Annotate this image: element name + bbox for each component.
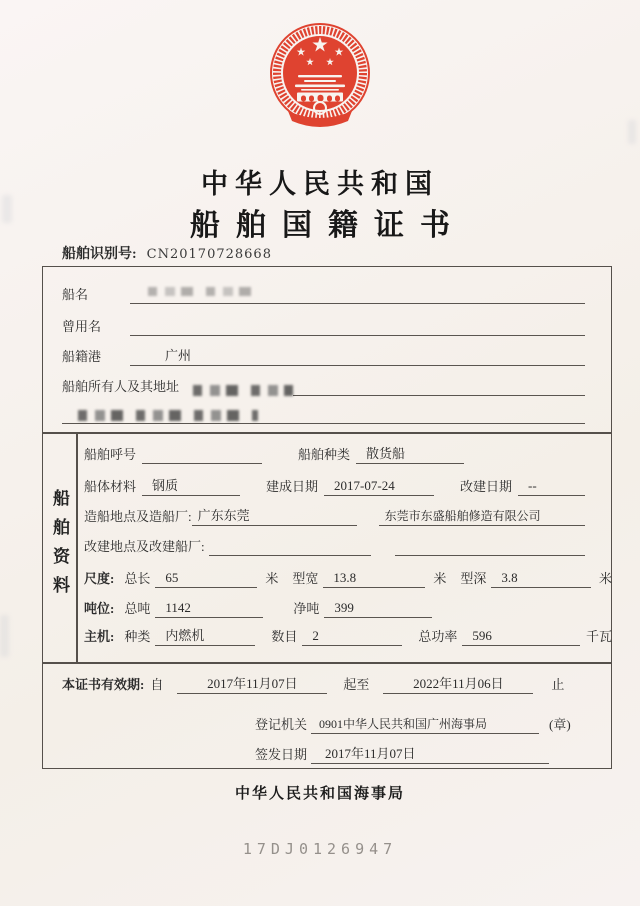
- validity-from-date: 2017年11月07日: [177, 675, 327, 694]
- redacted-owner-name: [193, 385, 293, 396]
- hull-build-row: [84, 476, 585, 496]
- prc-national-emblem-icon: [270, 20, 370, 139]
- validity-from-prefix: 自: [150, 677, 164, 692]
- engine-count-label: 数目: [271, 629, 298, 644]
- registry-port-label: 船籍港: [62, 349, 102, 364]
- validity-to-date: 2022年11月06日: [383, 675, 533, 694]
- build-date-value: 2017-07-24: [324, 477, 434, 496]
- issue-date-value: 2017年11月07日: [311, 745, 549, 764]
- section-label-divider: [76, 432, 78, 662]
- engine-count-value: 2: [302, 627, 402, 646]
- rebuild-yard-label: 改建地点及改建船厂:: [84, 539, 205, 554]
- former-name-label: 曾用名: [62, 319, 102, 334]
- call-sign-label: 船舶呼号: [84, 447, 137, 462]
- call-sign-row: [84, 444, 585, 464]
- owner-row: [62, 376, 585, 396]
- scan-artifact: [0, 615, 9, 657]
- engine-power-unit: 千瓦: [585, 629, 612, 644]
- call-sign-field: [142, 445, 262, 464]
- owner-field: [293, 377, 585, 396]
- certificate-serial-number: 17DJ0126947: [242, 840, 398, 858]
- former-name-field: [130, 317, 585, 336]
- redacted-owner-address: [78, 410, 258, 421]
- scan-artifact: [628, 120, 636, 144]
- ship-id-row: [62, 243, 272, 263]
- net-tonnage-value: 399: [324, 599, 432, 618]
- ship-id-label: 船舶识别号:: [62, 247, 137, 262]
- ship-name-label: 船名: [62, 287, 89, 302]
- tonnage-label: 吨位:: [84, 601, 115, 616]
- length-value: 65: [155, 569, 257, 588]
- owner-address-field: [62, 406, 585, 424]
- shipyard-row: [84, 506, 585, 526]
- gross-tonnage-value: 1142: [155, 599, 263, 618]
- validity-to-prefix: 起至: [343, 677, 370, 692]
- shipyard-label: 造船地点及造船厂:: [84, 509, 192, 524]
- shipyard-place-value: 广东东莞: [192, 507, 357, 526]
- issue-date-row: [255, 744, 555, 764]
- tonnage-row: [84, 598, 585, 618]
- dimensions-row: [84, 568, 612, 588]
- hull-material-label: 船体材料: [84, 479, 137, 494]
- length-label: 总长: [124, 571, 151, 586]
- depth-unit: 米: [598, 571, 612, 586]
- ship-name-row: [62, 284, 585, 304]
- registry-port-value: 广州: [130, 347, 585, 366]
- redacted-ship-name: [148, 287, 253, 296]
- length-unit: 米: [265, 571, 279, 586]
- breadth-value: 13.8: [323, 569, 425, 588]
- owner-label: 船舶所有人及其地址: [62, 379, 180, 394]
- validity-row: [62, 674, 585, 694]
- engine-label: 主机:: [84, 629, 115, 644]
- ship-id-value: CN20170728668: [146, 247, 272, 262]
- issuing-organization: 中华人民共和国海事局: [234, 786, 405, 802]
- breadth-label: 型宽: [292, 571, 319, 586]
- registry-authority-label: 登记机关: [255, 717, 308, 732]
- depth-label: 型深: [460, 571, 487, 586]
- section-divider: [42, 432, 612, 434]
- former-name-row: [62, 316, 585, 336]
- country-title: 中华人民共和国: [201, 169, 439, 199]
- ship-name-field: [130, 285, 585, 304]
- engine-kind-value: 内燃机: [155, 627, 255, 646]
- engine-row: [84, 626, 612, 646]
- ship-type-label: 船舶种类: [298, 447, 351, 462]
- rebuild-place-field: [209, 537, 371, 556]
- rebuild-yard-row: [84, 536, 585, 556]
- issue-date-label: 签发日期: [255, 747, 308, 762]
- engine-power-value: 596: [462, 627, 580, 646]
- registry-authority-row: [255, 714, 585, 734]
- validity-end-suffix: 止: [551, 677, 565, 692]
- hull-material-value: 钢质: [142, 477, 240, 496]
- section-divider: [42, 662, 612, 664]
- certificate-title: 船舶国籍证书: [190, 209, 466, 242]
- rebuild-date-label: 改建日期: [460, 479, 513, 494]
- breadth-unit: 米: [433, 571, 447, 586]
- engine-kind-label: 种类: [124, 629, 151, 644]
- rebuild-yard-field: [395, 537, 585, 556]
- rebuild-date-value: --: [518, 477, 585, 496]
- build-date-label: 建成日期: [266, 479, 319, 494]
- shipyard-name-value: 东莞市东盛船舶修造有限公司: [379, 507, 585, 526]
- gross-tonnage-label: 总吨: [124, 601, 151, 616]
- depth-value: 3.8: [491, 569, 591, 588]
- engine-power-label: 总功率: [418, 629, 458, 644]
- ship-info-section-title: 船舶资料: [50, 489, 69, 605]
- ship-type-value: 散货船: [356, 445, 464, 464]
- registry-authority-value: 0901中华人民共和国广州海事局: [311, 715, 539, 734]
- registry-port-row: [62, 346, 585, 366]
- seal-note: (章): [549, 717, 571, 732]
- validity-label: 本证书有效期:: [62, 677, 145, 692]
- net-tonnage-label: 净吨: [293, 601, 320, 616]
- dimensions-label: 尺度:: [84, 571, 115, 586]
